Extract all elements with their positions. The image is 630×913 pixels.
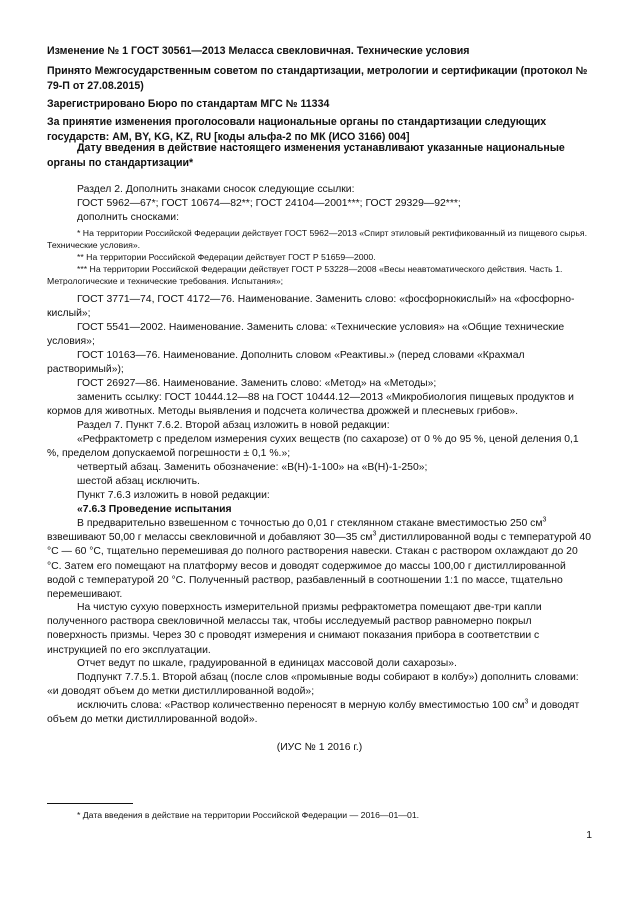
registration-statement: Зарегистрировано Бюро по стандартам МГС № 11334 <box>47 98 330 110</box>
para-weighing: В предварительно взвешенном с точностью до 0,01 г стеклянном стакане вместимостью 250 $см^3$ взвешивают 50,00 г мелассы свекловичной и добавляют 30—35 $см^3$ дистиллированной воды с температурой 40 °С — 60 °С, тщательно перемешивая до полного растворения навески. Стакан с раствором охлаждают до 20 °С. Затем его помещают на платформу весов и доводят содержимое до массы 100,00 г дистиллированной водой с температурой 20 °С. Полученный раствор, разбавленный в соотношении 1:1 по массе, тщательно перемешивают. <box>47 516 592 601</box>
note-2: ** На территории Российской Федерации действует ГОСТ Р 51659—2000. <box>77 252 376 262</box>
para-replace-ref: заменить ссылку: ГОСТ 10444.12—88 на ГОСТ 10444.12—2013 «Микробиология пищевых продуктов и кормов для животных. Методы выявления и подсчета количества дрожжей и плесневых грибов». <box>47 392 574 418</box>
page-number: 1 <box>586 830 592 841</box>
para-scale: Отчет ведут по шкале, градуированной в единицах массовой доли сахарозы». <box>77 658 457 669</box>
para-fourth-abzac: четвертый абзац. Заменить обозначение: «В(Н)-1-100» на «В(Н)-1-250»; <box>77 462 428 473</box>
para-gost-26927: ГОСТ 26927—86. Наименование. Заменить слово: «Метод» на «Методы»; <box>77 378 437 389</box>
para-gost-3771: ГОСТ 3771—74, ГОСТ 4172—76. Наименование. Заменить слово: «фосфорнокислый» на «фосфорно-кислый»; <box>47 294 575 320</box>
para-refractometer: «Рефрактометр с пределом измерения сухих веществ (по сахарозе) от 0 % до 95 %, ценой деления 0,1 %, пределом допускаемой погрешности ± 0,1 %.»; <box>47 434 579 460</box>
para-gost-10163: ГОСТ 10163—76. Наименование. Дополнить словом «Реактивы.» (перед словами «Крахмал растворимый»); <box>47 350 525 376</box>
para-section7: Раздел 7. Пункт 7.6.2. Второй абзац изложить в новой редакции: <box>77 420 390 431</box>
note-1: * На территории Российской Федерации действует ГОСТ 5962—2013 «Спирт этиловый ректификованный из пищевого сырья. Технические условия». <box>47 228 587 250</box>
section-763-heading: «7.6.3 Проведение испытания <box>77 504 232 515</box>
section2-refs: ГОСТ 5962—67*; ГОСТ 10674—82**; ГОСТ 24104—2001***; ГОСТ 29329—92***; <box>77 198 461 209</box>
para-77751: Подпункт 7.7.5.1. Второй абзац (после слов «промывные воды собирают в колбу») дополнить словами: «и доводят объем до метки дистиллированной водой»; <box>47 672 579 698</box>
adopted-statement: Принято Межгосударственным советом по стандартизации, метрологии и сертификации (протокол № 79-П от 27.08.2015) <box>47 65 588 92</box>
para-prism: На чистую сухую поверхность измерительной призмы рефрактометра помещают две-три капли полученного раствора свекловичной мелассы так, чтобы исследуемый раствор равномерно покрыл поверхность призмы. Через 30 с проводят измерения и снимают показания прибора в соответствии с инструкцией по его эксплуатации. <box>47 602 542 656</box>
para-exclude-words: исключить слова: «Раствор количественно переносят в мерную колбу вместимостью 100 $см^3$ и доводят объем до метки дистиллированной водой». <box>47 698 580 726</box>
note-3: *** На территории Российской Федерации действует ГОСТ Р 53228—2008 «Весы неавтоматического действия. Часть 1. Метрологические и технические требования. Испытания»; <box>47 264 563 286</box>
change-title: Изменение № 1 ГОСТ 30561—2013 Меласса свекловичная. Технические условия <box>47 45 470 57</box>
footnote-divider <box>47 803 133 804</box>
ius-reference: (ИУС № 1 2016 г.) <box>276 742 363 753</box>
para-gost-5541: ГОСТ 5541—2002. Наименование. Заменить слова: «Технические условия» на «Общие технические условия»; <box>47 322 565 348</box>
para-sixth-abzac: шестой абзац исключить. <box>77 476 200 487</box>
section2-add: дополнить сносками: <box>77 212 179 223</box>
footnote: * Дата введения в действие на территории Российской Федерации — 2016—01—01. <box>77 810 420 820</box>
section2-intro: Раздел 2. Дополнить знаками сносок следующие ссылки: <box>77 184 355 195</box>
voting-statement: За принятие изменения проголосовали национальные органы по стандартизации следующих государств: AM, BY, KG, KZ, RU [коды альфа-2 по МК (ИСО 3166) 004] <box>47 116 547 143</box>
para-763-new: Пункт 7.6.3 изложить в новой редакции: <box>77 490 270 501</box>
effective-date-statement: Дату введения в действие настоящего изменения устанавливают указанные национальные органы по стандартизации* <box>47 142 565 169</box>
